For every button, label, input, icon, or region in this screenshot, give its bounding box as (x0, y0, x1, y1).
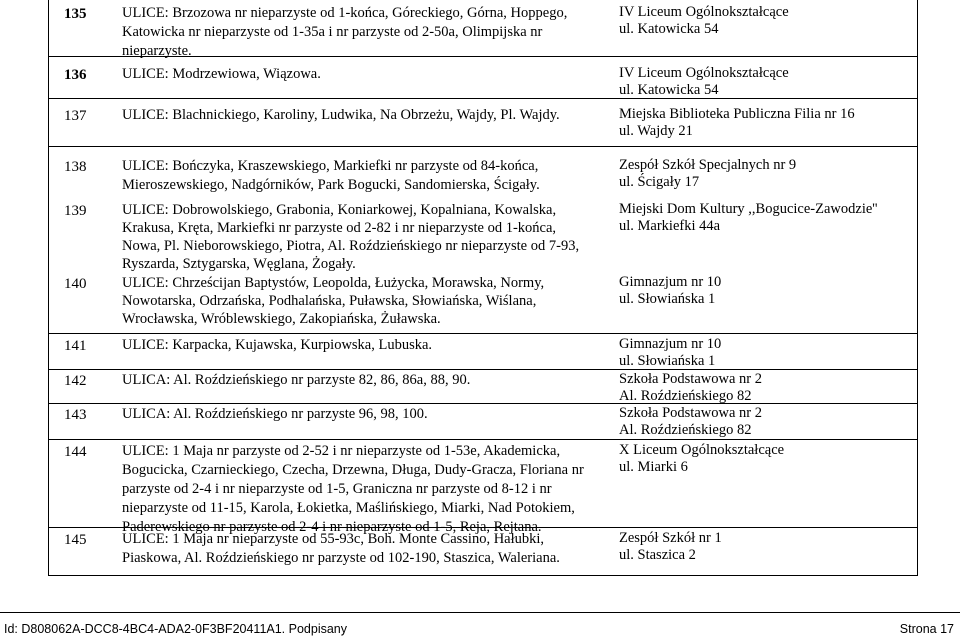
wards-table (48, 0, 918, 576)
row-number: 143 (64, 407, 87, 423)
table-row (49, 334, 917, 370)
polling-station: IV Liceum Ogólnokształcące ul. Katowicka 54 (619, 4, 789, 37)
page-number: Strona 17 (899, 622, 954, 636)
street-list: ULICE: 1 Maja nr parzyste od 2-52 i nr nieparzyste od 1-53e, Akademicka, Bogucicka, Czarnieckiego, Czecha, Drzewna, Długa, Dudy-Gracza, Floriana nr parzyste od 2-4 i nr nieparzyste od 1-5, Graniczna nr parzyste od 8-12 i nr nieparzyste od 11-15, Karola, Łokietka, Maślińskiego, Miarki, Nad Potokiem, Paderewskiego nr parzyste od 2-4 i nr nieparzyste od 1-5, Reja, Rejtana. (122, 443, 584, 535)
polling-station: X Liceum Ogólnokształcące ul. Miarki 6 (619, 442, 785, 475)
street-list: ULICE: Modrzewiowa, Wiązowa. (122, 66, 321, 82)
row-number: 144 (64, 444, 87, 460)
polling-station: Szkoła Podstawowa nr 2 Al. Roździeńskiego 82 (619, 405, 762, 438)
polling-station: Zespół Szkół nr 1 ul. Staszica 2 (619, 530, 722, 563)
table-row (49, 440, 917, 535)
street-list: ULICE: Karpacka, Kujawska, Kurpiowska, Lubuska. (122, 337, 433, 353)
row-number: 142 (64, 373, 87, 389)
polling-station: Miejska Biblioteka Publiczna Filia nr 16 ul. Wajdy 21 (619, 106, 855, 139)
street-list: ULICA: Al. Roździeńskiego nr parzyste 82, 86, 86a, 88, 90. (122, 372, 471, 388)
street-list: ULICE: Bończyka, Kraszewskiego, Markiefki nr parzyste od 84-końca, Mieroszewskiego, Nadgórników, Park Bogucki, Sandomierska, Ścigały. (122, 158, 540, 193)
street-list: ULICE: 1 Maja nr nieparzyste od 55-93c, Boh. Monte Cassino, Hałubki, Piaskowa, Al. Roździeńskiego nr parzyste od 102-190, Staszica, Waleriana. (122, 531, 560, 566)
table-row (49, 0, 917, 57)
table-row (49, 147, 917, 201)
row-number: 141 (64, 338, 87, 354)
row-number: 138 (64, 159, 87, 175)
table-row (49, 99, 917, 147)
table-row (49, 57, 917, 99)
row-number: 145 (64, 532, 87, 548)
document-id: Id: D808062A-DCC8-4BC4-ADA2-0F3BF20411A1. Podpisany (4, 622, 348, 636)
row-number: 140 (64, 276, 87, 292)
street-list: ULICE: Brzozowa nr nieparzyste od 1-końca, Góreckiego, Górna, Hoppego, Katowicka nr nieparzyste od 1-35a i nr parzyste od 2-50a, Olimpijska nr nieparzyste. (122, 5, 568, 59)
polling-station: Szkoła Podstawowa nr 2 Al. Roździeńskiego 82 (619, 371, 762, 404)
polling-station: Zespół Szkół Specjalnych nr 9 ul. Ścigały 17 (619, 157, 797, 190)
polling-station: Gimnazjum nr 10 ul. Słowiańska 1 (619, 274, 722, 307)
footer-divider (0, 612, 960, 613)
table-row (49, 404, 917, 440)
table-row (49, 201, 917, 274)
polling-station: Gimnazjum nr 10 ul. Słowiańska 1 (619, 336, 722, 369)
row-number: 136 (64, 67, 87, 83)
table-row (49, 274, 917, 334)
street-list: ULICE: Dobrowolskiego, Grabonia, Koniarkowej, Kopalniana, Kowalska, Krakusa, Kręta, Markiefki nr parzyste od 2-82 i nr nieparzyste od 1-końca, Nowa, Pl. Nieborowskiego, Piotra, Al. Roździeńskiego nr nieparzyste od 7-93, Ryszarda, Sztygarska, Węglana, Żogały. (122, 202, 580, 272)
street-list: ULICE: Blachnickiego, Karoliny, Ludwika, Na Obrzeżu, Wajdy, Pl. Wajdy. (122, 107, 560, 123)
row-number: 137 (64, 108, 87, 124)
street-list: ULICE: Chrześcijan Baptystów, Leopolda, Łużycka, Morawska, Normy, Nowotarska, Odrzańska, Podhalańska, Puławska, Słowiańska, Wiślana, Wrocławska, Wróblewskiego, Zakopiańska, Żuławska. (122, 275, 545, 327)
street-list: ULICA: Al. Roździeńskiego nr parzyste 96, 98, 100. (122, 406, 428, 422)
row-number: 135 (64, 6, 87, 22)
table-row (49, 528, 917, 576)
polling-station: Miejski Dom Kultury ,,Bogucice-Zawodzie'' ul. Markiefki 44a (619, 201, 878, 234)
row-number: 139 (64, 203, 87, 219)
polling-station: IV Liceum Ogólnokształcące ul. Katowicka 54 (619, 65, 789, 98)
table-row (49, 370, 917, 404)
